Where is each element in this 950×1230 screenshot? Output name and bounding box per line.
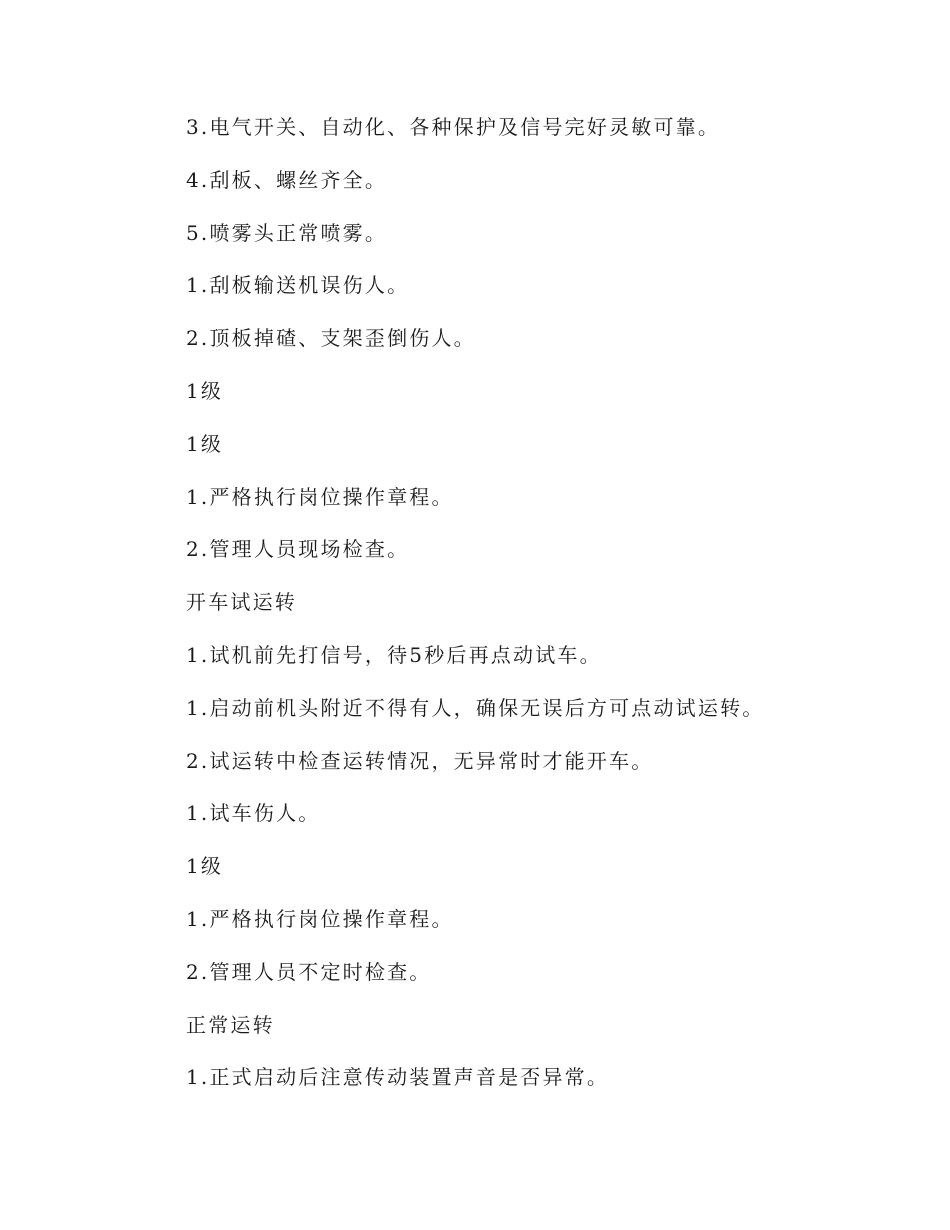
document-body <box>186 110 906 1113</box>
text-line: 1.启动前机头附近不得有人，确保无误后方可点动试运转。 <box>186 695 765 720</box>
text-line: 1级 <box>186 378 224 403</box>
text-line: 3.电气开关、自动化、各种保护及信号完好灵敏可靠。 <box>186 115 721 139</box>
section-heading: 正常运转 <box>186 1012 275 1037</box>
text-line: 1.试机前先打信号，待5秒后再点动试车。 <box>186 642 602 667</box>
text-line: 2.管理人员不定时检查。 <box>186 959 432 984</box>
text-line: 1.严格执行岗位操作章程。 <box>186 906 454 931</box>
text-line: 1.刮板输送机误伤人。 <box>186 273 410 298</box>
text-line: 1.严格执行岗位操作章程。 <box>186 484 454 509</box>
text-line: 1级 <box>186 854 224 879</box>
text-line: 2.管理人员现场检查。 <box>186 537 410 562</box>
text-line: 2.顶板掉碴、支架歪倒伤人。 <box>186 326 476 351</box>
text-line: 1级 <box>186 431 224 456</box>
text-line: 1.试车伤人。 <box>186 801 321 826</box>
section-heading: 开车试运转 <box>186 590 297 615</box>
text-line: 1.正式启动后注意传动装置声音是否异常。 <box>186 1065 610 1090</box>
text-line: 2.试运转中检查运转情况，无异常时才能开车。 <box>186 748 654 773</box>
text-line: 5.喷雾头正常喷雾。 <box>186 220 388 245</box>
text-line: 4.刮板、螺丝齐全。 <box>186 167 388 192</box>
